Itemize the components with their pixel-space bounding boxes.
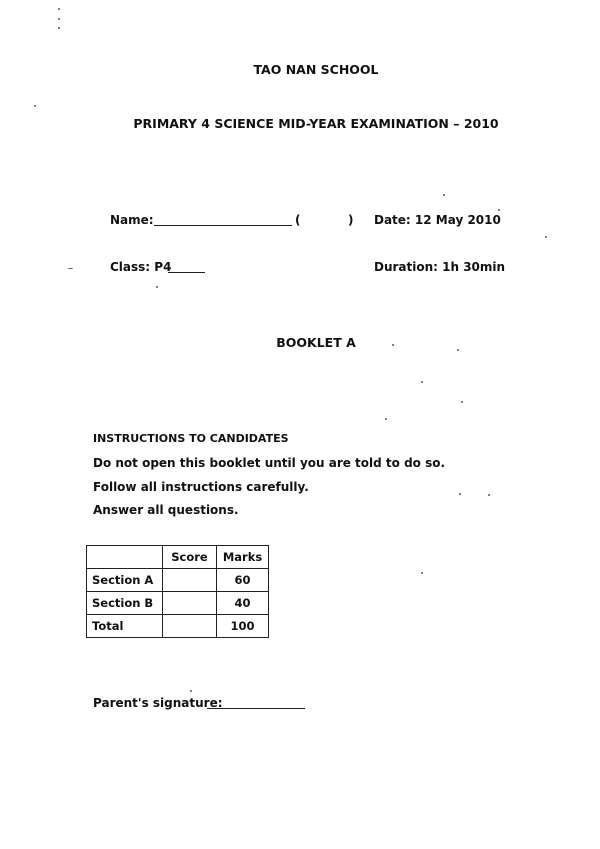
scan-speck [457,349,459,351]
table-header-cell: Score [163,546,217,569]
scan-speck [58,18,60,20]
table-cell-section: Section B [87,592,163,615]
class-blank-line [168,272,205,273]
table-header-row [87,546,269,569]
scan-speck [392,344,394,346]
table-header-cell [87,546,163,569]
table-cell-score[interactable] [163,592,217,615]
name-blank-line [154,225,292,226]
scan-speck [156,286,158,288]
table-cell-section: Total [87,615,163,638]
instructions-title: INSTRUCTIONS TO CANDIDATES [93,432,289,445]
parent-signature-line [207,708,305,709]
table-cell-score[interactable] [163,569,217,592]
scan-speck [190,690,192,692]
instruction-line: Follow all instructions carefully. [93,480,309,494]
scan-speck [421,381,423,383]
booklet-title: BOOKLET A [276,335,356,350]
table-cell-section: Section A [87,569,163,592]
name-label: Name: [110,213,154,227]
table-row [87,615,269,638]
exam-title: PRIMARY 4 SCIENCE MID-YEAR EXAMINATION – 2010 [133,116,499,131]
scan-speck [58,27,60,29]
scan-speck [68,268,73,269]
instruction-line: Answer all questions. [93,503,239,517]
scan-speck [488,494,490,496]
table-header-cell: Marks [217,546,269,569]
scan-speck [58,8,60,10]
table-cell-marks: 100 [217,615,269,638]
score-table [86,545,269,638]
scan-speck [34,105,36,107]
scan-speck [545,236,547,238]
parent-signature-label: Parent's signature: [93,696,223,710]
scan-speck [459,493,461,495]
exam-date: Date: 12 May 2010 [374,213,501,227]
scan-speck [461,401,463,403]
table-cell-marks: 40 [217,592,269,615]
table-row [87,569,269,592]
index-number-close-paren: ) [348,213,354,227]
class-label: Class: P4 [110,260,172,274]
index-number-open-paren: ( [295,213,301,227]
scan-speck [385,418,387,420]
table-cell-score[interactable] [163,615,217,638]
scan-speck [498,209,500,211]
instruction-line: Do not open this booklet until you are told to do so. [93,456,446,470]
table-row [87,592,269,615]
table-cell-marks: 60 [217,569,269,592]
school-name: TAO NAN SCHOOL [253,62,379,77]
scan-speck [443,194,445,196]
scan-speck [421,572,423,574]
exam-duration: Duration: 1h 30min [374,260,506,274]
